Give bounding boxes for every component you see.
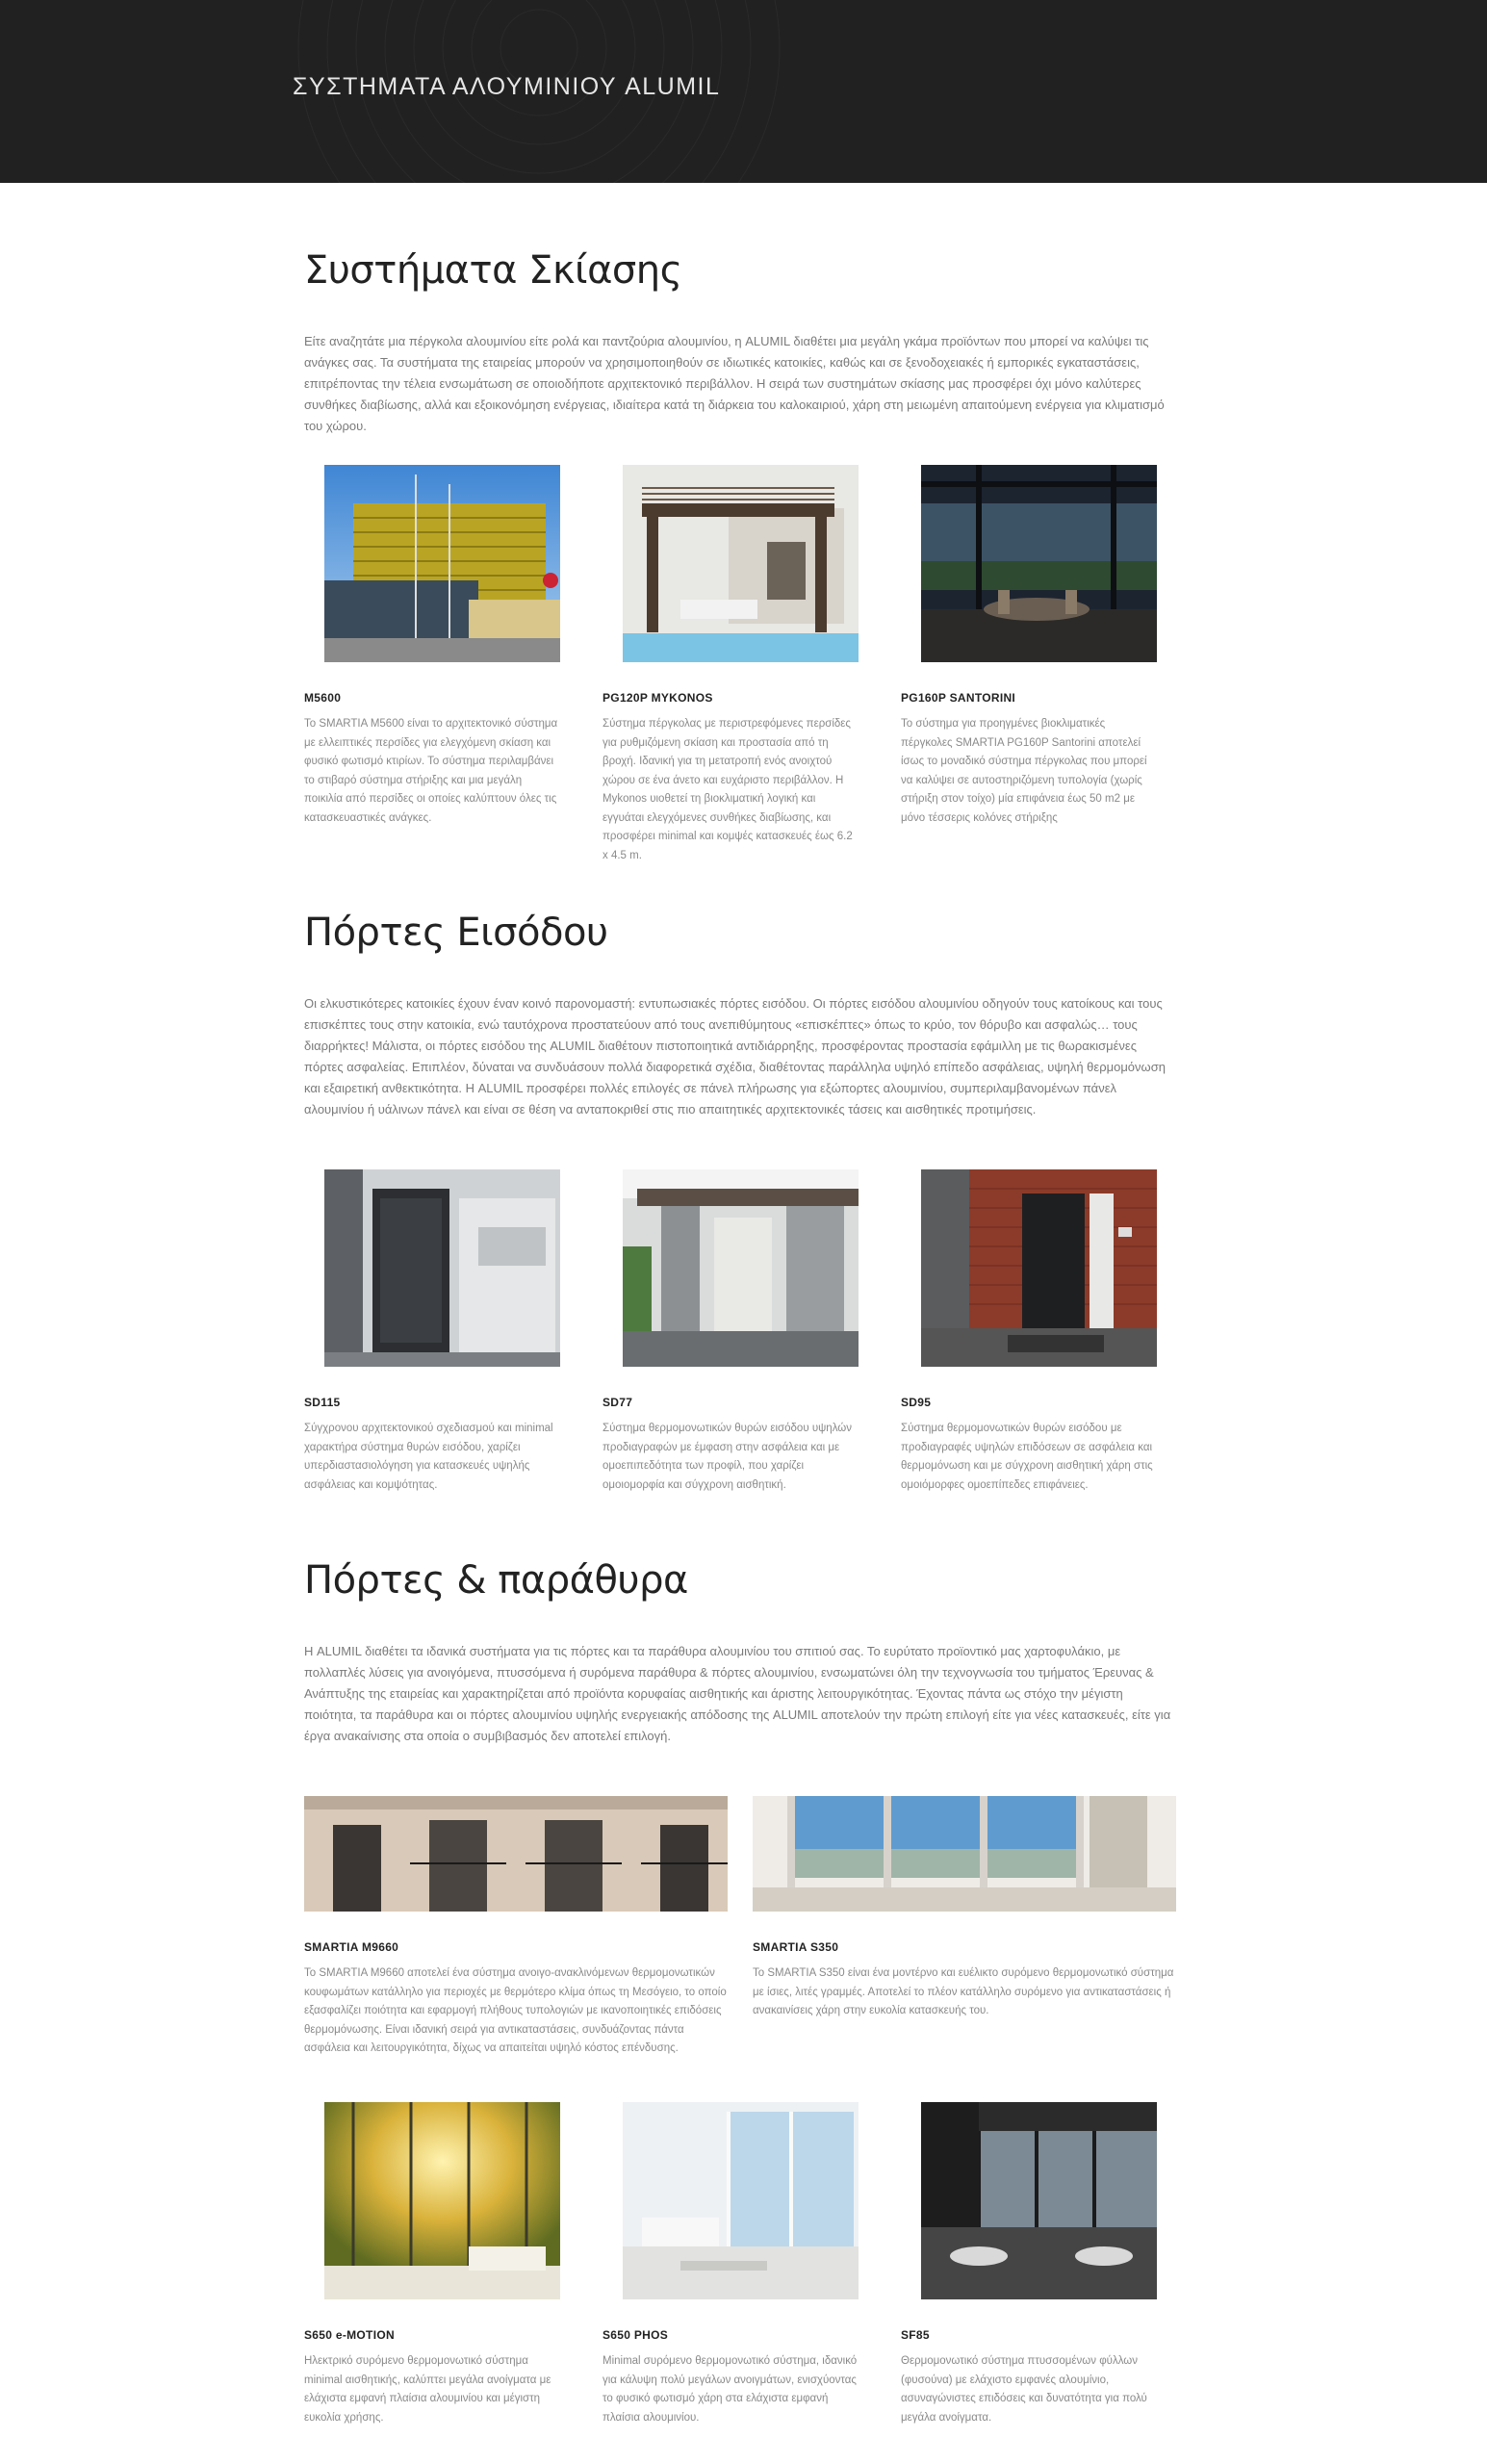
product-image-s650-phos[interactable] [623, 2102, 859, 2299]
section-intro-doors-windows: Η ALUMIL διαθέτει τα ιδανικά συστήματα για τις πόρτες και τα παράθυρα αλουμινίου του σπιτιού σας. Το ευρύτατο προϊοντικό μας χαρτοφυλάκιο, με πολλαπλές λύσεις για ανοιγόμενα, πτυσσόμενα ή συρόμενα παράθυρα & πόρτες αλουμινίου, ενσωματώνει όλη την τεχνογνωσία του τμήματος Έρευνας & Ανάπτυξης της εταιρείας και χαρακτηρίζεται από προϊόντα κορυφαίας αισθητικής και άριστης λειτουργικότητας. Έχοντας πάντα ως στόχο την μέγιστη ποιότητα, τα παράθυρα και οι πόρτες αλουμινίου υψηλής ενεργειακής απόδοσης της ALUMIL αποτελούν την πρώτη επιλογή είτε για νέες κατασκευές, είτε για έργα ανακαίνισης στα οποία ο συμβιβασμός δεν αποτελεί επιλογή. [304, 1644, 1171, 1743]
product-title[interactable]: SF85 [901, 2328, 930, 2342]
product-image-sd77[interactable] [623, 1169, 859, 1367]
product-title[interactable]: S650 PHOS [602, 2328, 669, 2342]
section-title-entrance-doors: Πόρτες Εισόδου [304, 911, 608, 955]
product-title[interactable]: SMARTIA M9660 [304, 1940, 399, 1954]
section-intro-entrance-doors: Οι ελκυστικότερες κατοικίες έχουν έναν κοινό παρονομαστή: εντυπωσιακές πόρτες εισόδου. Οι πόρτες εισόδου αλουμινίου οδηγούν τους κατοίκους και τους επισκέπτες τους στην κατοικία, ενώ ταυτόχρονα προστατεύουν από τους ανεπιθύμητους «επισκέπτες» όπως το κρύο, τον θόρυβο και ασφαλώς… τους διαρρήκτες! Μάλιστα, οι πόρτες εισόδου της ALUMIL διαθέτουν πιστοποιητικά αντιδιάρρηξης, προσφέροντας προστασία εφάμιλλη με τις θωρακισμένες πόρτες ασφαλείας. Επιπλέον, δύναται να συνδυάσουν πολλά διαφορετικά σχέδια, διαθέτοντας παράλληλα υψηλό επίπεδο ασφάλειας, υψηλή θερμομόνωση και εξαιρετική ανθεκτικότητα. Η ALUMIL προσφέρει πολλές επιλογές σε πάνελ πλήρωσης για εξώπορτες αλουμινίου, συμπεριλαμβανομένων πάνελ αλουμινίου ή υάλινων πάνελ και είναι σε θέση να ανταποκριθεί στις πιο απαιτητικές αρχιτεκτονικές τάσεις και αισθητικές προτιμήσεις. [304, 996, 1166, 1116]
product-title[interactable]: M5600 [304, 691, 342, 705]
header-background-pattern [0, 0, 1487, 183]
section-title-shading: Συστήματα Σκίασης [304, 248, 682, 293]
product-description: Το SMARTIA M9660 αποτελεί ένα σύστημα ανοιγο-ανακλινόμενων θερμομονωτικών κουφωμάτων κατάλληλο για περιοχές με θερμότερο κλίμα όπως τη Μεσόγειο, το οποίο εξασφαλίζει ποιότητα και εφαρμογή πλήθους τυπολογιών με ικανοποιητικές επιδόσεις θερμομόνωσης. Είναι ιδανική σειρά για αντικαταστάσεις, συνδυάζοντας πάντα ασφάλεια και λειτουργικότητα, δίχως να απαιτείται υψηλό κόστος επένδυσης. [304, 1967, 727, 2054]
product-image-smartia-m9660[interactable] [304, 1796, 728, 1912]
product-image-sf85[interactable] [921, 2102, 1157, 2299]
product-title[interactable]: PG120P MYKONOS [602, 691, 713, 705]
product-description: Σύστημα πέργκολας με περιστρεφόμενες περσίδες για ρυθμιζόμενη σκίαση και προστασία από τη βροχή. Ιδανική για τη μετατροπή ενός ανοιχτού χώρου σε ένα άνετο και ευχάριστο περιβάλλον. Η Mykonos υιοθετεί τη βιοκλιματική λογική και εγγυάται ελεγχόμενες συνθήκες διαβίωσης, και προσφέρει minimal και κομψές κατασκευές έως 6.2 x 4.5 m. [602, 718, 853, 861]
product-description: Το SMARTIA M5600 είναι το αρχιτεκτονικό σύστημα με ελλειπτικές περσίδες για ελεγχόμενη σκίαση και φυσικό φωτισμό κτιρίων. Το σύστημα περιλαμβάνει το στιβαρό σύστημα στήριξης και μια μεγάλη ποικιλία από περσίδες οι οποίες καλύπτουν όλες τις κατασκευαστικές ανάγκες. [304, 718, 558, 824]
product-description: Σύστημα θερμομονωτικών θυρών εισόδου υψηλών προδιαγραφών με έμφαση στην ασφάλεια και με ομοεπιπεδότητα των προφίλ, που χαρίζει ομοιομορφία και σύγχρονη αισθητική. [602, 1423, 853, 1491]
product-title[interactable]: SMARTIA S350 [753, 1940, 839, 1954]
product-title[interactable]: S650 e-MOTION [304, 2328, 395, 2342]
section-intro-shading: Είτε αναζητάτε μια πέργκολα αλουμινίου είτε ρολά και παντζούρια αλουμινίου, η ALUMIL διαθέτει μια μεγάλη γκάμα προϊόντων που μπορεί να καλύψει τις ανάγκες σας. Τα συστήματα της εταιρείας μπορούν να χρησιμοποιηθούν σε ιδιωτικές κατοικίες, καθώς και σε ξενοδοχειακές ή εμπορικές εγκαταστάσεις, επιτρέποντας την τέλεια ενσωμάτωση σε οποιοδήποτε αρχιτεκτονικό περιβάλλον. Η σειρά των συστημάτων σκίασης μας προσφέρει όχι μόνο καλύτερες συνθήκες διαβίωσης, αλλά και εξοικονόμηση ενέργειας, ιδιαίτερα κατά τη διάρκεια του καλοκαιριού, χάρη στη μειωμένη απαιτούμενη ενέργεια για κλιματισμό του χώρου. [304, 334, 1165, 433]
product-description: Σύγχρονου αρχιτεκτονικού σχεδιασμού και minimal χαρακτήρα σύστημα θυρών εισόδου, χαρίζει υπερδιαστασιολόγηση για κατασκευές υψηλής ασφάλειας και κομψότητας. [304, 1423, 553, 1491]
product-title[interactable]: SD95 [901, 1396, 932, 1409]
product-title[interactable]: SD77 [602, 1396, 633, 1409]
site-title: ΣΥΣΤΗΜΑΤΑ ΑΛΟΥΜΙΝΙΟΥ ALUMIL [293, 73, 721, 100]
product-image-pg120p[interactable] [623, 465, 859, 662]
product-image-smartia-s350[interactable] [753, 1796, 1176, 1912]
product-description: Το SMARTIA S350 είναι ένα μοντέρνο και ευέλικτο συρόμενο θερμομονωτικό σύστημα με ίσιες, λιτές γραμμές. Αποτελεί το πλέον κατάλληλο συρόμενο για αντικαταστάσεις ή ανακαινίσεις χάρη στην ευκολία κατασκευής του. [753, 1967, 1174, 2016]
product-description: Ηλεκτρικό συρόμενο θερμομονωτικό σύστημα minimal αισθητικής, καλύπτει μεγάλα ανοίγματα με ελάχιστα εμφανή πλαίσια αλουμινίου και μέγιστη ευκολία χρήσης. [304, 2355, 551, 2424]
product-description: Minimal συρόμενο θερμομονωτικό σύστημα, ιδανικό για κάλυψη πολύ μεγάλων ανοιγμάτων, ενισχύοντας το φυσικό φωτισμό χάρη στα ελάχιστα εμφανή πλαίσια αλουμινίου. [602, 2355, 858, 2424]
product-description: Σύστημα θερμομονωτικών θυρών εισόδου με προδιαγραφές υψηλών επιδόσεων σε ασφάλεια και θερμομόνωση και με σύγχρονη αισθητική χάρη στις ομοιόμορφες ομοεπίπεδες επιφάνειες. [901, 1423, 1153, 1491]
product-image-s650-emotion[interactable] [324, 2102, 560, 2299]
product-title[interactable]: PG160P SANTORINI [901, 691, 1016, 705]
product-image-pg160p[interactable] [921, 465, 1157, 662]
product-description: Θερμομονωτικό σύστημα πτυσσομένων φύλλων (φυσούνα) με ελάχιστο εμφανές αλουμίνιο, ασυναγώνιστες επιδόσεις και δυνατότητα για πολύ μεγάλα ανοίγματα. [901, 2355, 1147, 2424]
product-title[interactable]: SD115 [304, 1396, 341, 1409]
section-title-doors-windows: Πόρτες & παράθυρα [304, 1558, 688, 1603]
product-description: Το σύστημα για προηγμένες βιοκλιματικές πέργκολες SMARTIA PG160P Santorini αποτελεί ίσως το μοναδικό σύστημα πέργκολας που μπορεί να καλύψει σε αυτοστηριζόμενη τυπολογία (χωρίς στήριξη στον τοίχο) μία επιφάνεια έως 50 m2 με μόνο τέσσερις κολόνες στήριξης [901, 718, 1147, 824]
product-image-m5600[interactable] [324, 465, 560, 662]
product-image-sd95[interactable] [921, 1169, 1157, 1367]
product-image-sd115[interactable] [324, 1169, 560, 1367]
page-header [0, 0, 1487, 183]
